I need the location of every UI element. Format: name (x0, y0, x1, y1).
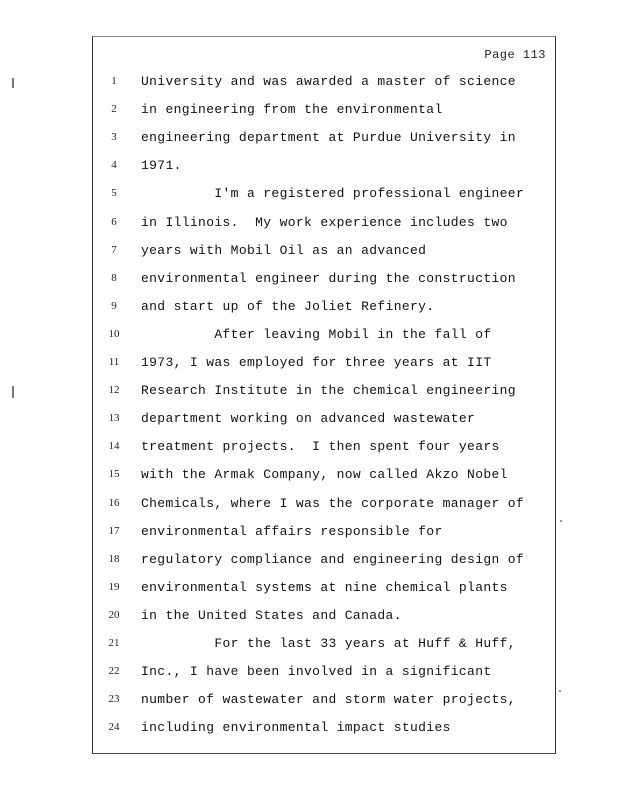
line-text: University and was awarded a master of science (141, 74, 516, 89)
transcript-line (0, 243, 618, 265)
line-number: 11 (108, 356, 120, 368)
line-text: I'm a registered professional engineer (141, 186, 525, 202)
line-number: 13 (108, 412, 120, 425)
line-text: regulatory compliance and engineering design of (141, 551, 525, 567)
transcript-line (0, 439, 618, 461)
line-text: Inc., I have been involved in a significant (141, 664, 492, 680)
line-text: number of wastewater and storm water projects, (141, 692, 516, 708)
line-number: 1 (111, 75, 117, 87)
transcript-line (0, 496, 618, 518)
line-text: treatment projects. I then spent four years (141, 439, 500, 455)
transcript-line (0, 692, 618, 714)
line-number: 17 (108, 524, 120, 537)
transcript-line (0, 271, 618, 293)
transcript-line (0, 467, 618, 489)
transcript-line (0, 186, 618, 208)
line-text: After leaving Mobil in the fall of (141, 326, 492, 342)
line-text: 1971. (141, 158, 182, 174)
page-number: Page 113 (484, 48, 546, 62)
line-text: including environmental impact studies (141, 720, 451, 736)
line-number: 12 (108, 384, 120, 397)
line-text: environmental systems at nine chemical plants (141, 579, 508, 595)
line-number: 2 (111, 103, 117, 116)
scan-speck (560, 520, 562, 522)
transcript-line (0, 327, 618, 349)
line-number: 6 (111, 215, 117, 228)
line-text: in engineering from the environmental (141, 102, 443, 118)
transcript-line (0, 664, 618, 686)
line-number: 5 (111, 187, 117, 200)
line-number: 3 (111, 131, 117, 144)
line-text: Chemicals, where I was the corporate manager of (141, 495, 525, 511)
line-number: 24 (108, 721, 120, 734)
line-text: department working on advanced wastewater (141, 411, 476, 427)
transcript-line (0, 580, 618, 602)
line-text: with the Armak Company, now called Akzo Nobel (141, 467, 508, 483)
transcript-line (0, 411, 618, 433)
line-text: environmental engineer during the construction (141, 270, 516, 286)
line-number: 22 (108, 665, 120, 678)
line-text: 1973, I was employed for three years at IIT (141, 355, 492, 370)
transcript-line (0, 355, 618, 377)
transcript-line (0, 636, 618, 658)
line-text: engineering department at Purdue University in (141, 130, 516, 146)
line-text: Research Institute in the chemical engineering (141, 383, 516, 399)
transcript-line (0, 130, 618, 152)
transcript-line (0, 552, 618, 574)
line-text: in Illinois. My work experience includes two (141, 214, 508, 230)
transcript-line (0, 102, 618, 124)
line-number: 23 (108, 693, 120, 706)
line-number: 15 (108, 468, 120, 481)
line-text: environmental affairs responsible for (141, 523, 443, 539)
line-number: 16 (108, 496, 120, 509)
transcript-line (0, 383, 618, 405)
line-text: For the last 33 years at Huff & Huff, (141, 636, 516, 651)
line-number: 10 (108, 327, 120, 340)
transcript-line (0, 74, 618, 96)
line-number: 4 (111, 159, 117, 172)
line-number: 9 (111, 299, 117, 312)
transcript-line (0, 158, 618, 180)
transcript-line (0, 608, 618, 630)
line-number: 14 (108, 440, 120, 453)
transcript-line (0, 720, 618, 742)
line-number: 19 (108, 580, 120, 593)
line-number: 7 (111, 243, 117, 256)
line-text: years with Mobil Oil as an advanced (141, 242, 427, 258)
line-number: 21 (108, 637, 120, 649)
line-text: and start up of the Joliet Refinery. (141, 298, 435, 314)
transcript-line (0, 524, 618, 546)
transcript-line (0, 215, 618, 237)
line-number: 20 (108, 608, 120, 621)
line-text: in the United States and Canada. (141, 607, 402, 623)
line-number: 18 (108, 552, 120, 565)
transcript-line (0, 299, 618, 321)
line-number: 8 (111, 271, 117, 284)
